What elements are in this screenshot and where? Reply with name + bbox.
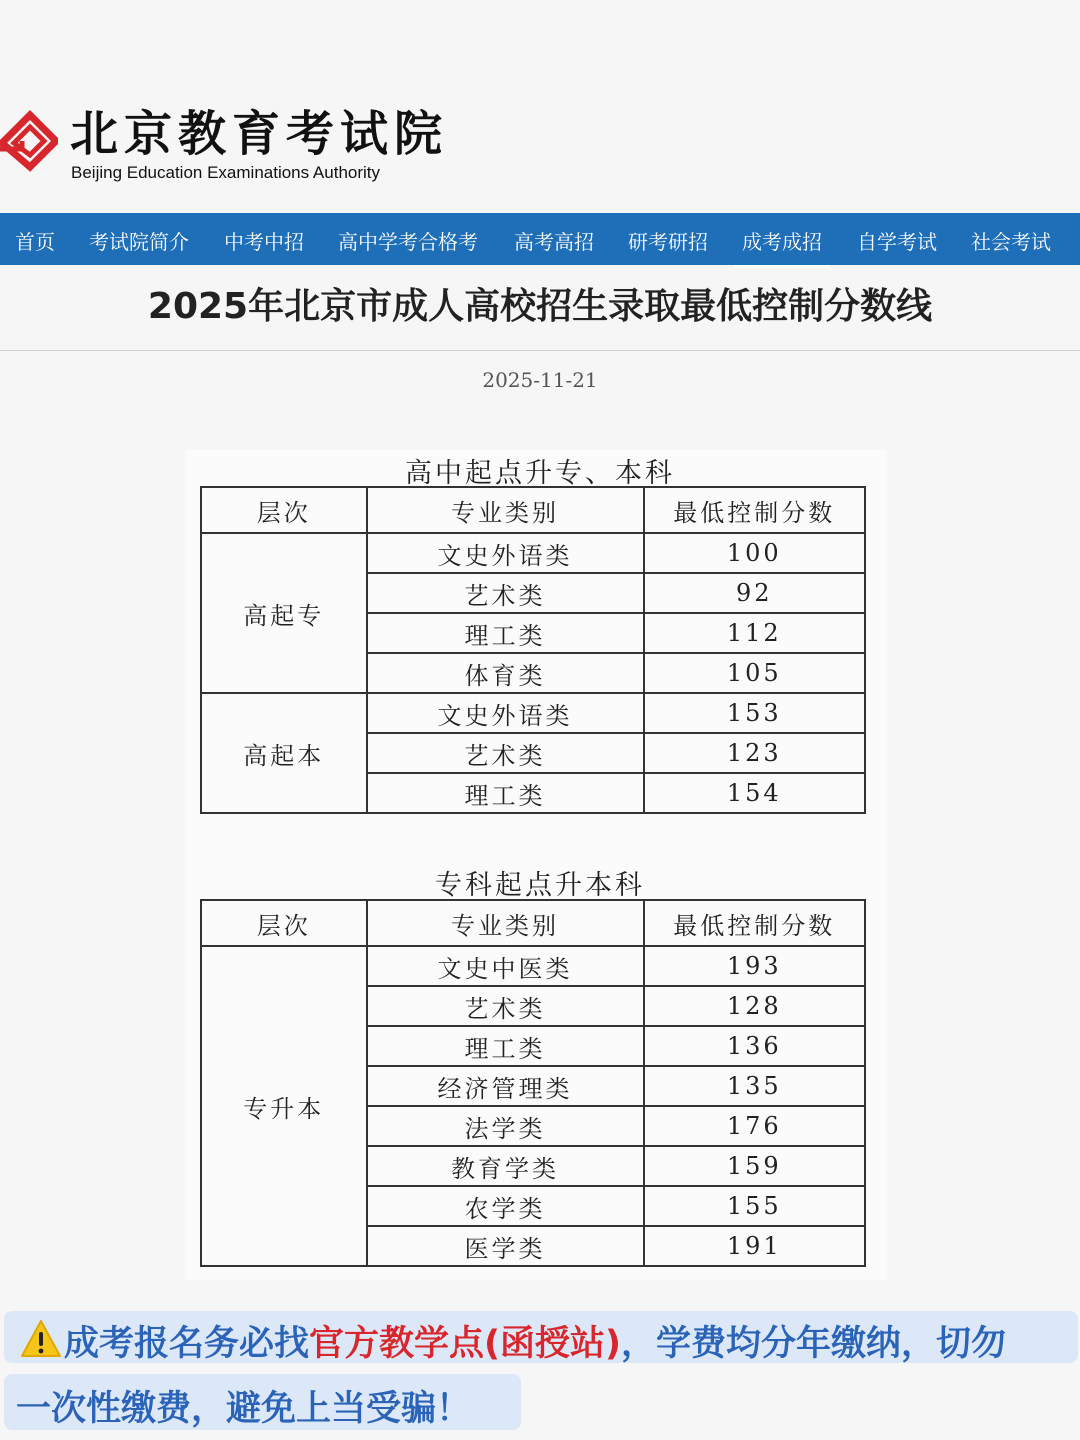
- category-cell: 医学类: [367, 1226, 644, 1266]
- page-title: 2025年北京市成人高校招生录取最低控制分数线: [147, 286, 933, 327]
- table-header-row: [201, 900, 865, 946]
- nav-shehui[interactable]: 社会考试: [971, 230, 1051, 254]
- table-row: [201, 946, 865, 986]
- warning-text-line1: [64, 1316, 1006, 1366]
- header-score: 最低控制分数: [644, 900, 865, 946]
- score-cell: 135: [644, 1066, 865, 1106]
- score-cell: 136: [644, 1026, 865, 1066]
- nav-zhongkao[interactable]: 中考中招: [224, 230, 304, 254]
- score-cell: 176: [644, 1106, 865, 1146]
- warning-icon: [20, 1318, 62, 1360]
- warning-text-part1: 成考报名务必找: [64, 1324, 310, 1364]
- category-cell: 文史外语类: [367, 693, 644, 733]
- publish-date: 2025-11-21: [482, 368, 598, 392]
- category-cell: 经济管理类: [367, 1066, 644, 1106]
- nav-xuekao[interactable]: 高中学考合格考: [338, 230, 478, 254]
- category-cell: 体育类: [367, 653, 644, 693]
- score-cell: 92: [644, 573, 865, 613]
- header-level: 层次: [201, 487, 367, 533]
- level-cell: 高起专: [201, 533, 367, 693]
- nav-about[interactable]: 考试院简介: [89, 230, 189, 254]
- score-cell: 100: [644, 533, 865, 573]
- warning-text-line2: 一次性缴费，避免上当受骗！: [16, 1389, 472, 1429]
- category-cell: 理工类: [367, 613, 644, 653]
- logo-english-name: Beijing Education Examinations Authority: [71, 163, 381, 182]
- score-cell: 154: [644, 773, 865, 813]
- table-row: [201, 533, 865, 573]
- logo-chinese-name: 北京教育考试院: [70, 106, 449, 162]
- score-cell: 191: [644, 1226, 865, 1266]
- category-cell: 艺术类: [367, 573, 644, 613]
- score-table-1: [200, 486, 866, 814]
- nav-gaokao[interactable]: 高考高招: [514, 230, 594, 254]
- score-cell: 159: [644, 1146, 865, 1186]
- category-cell: 文史外语类: [367, 533, 644, 573]
- category-cell: 理工类: [367, 773, 644, 813]
- header-level: 层次: [201, 900, 367, 946]
- score-table-2: [200, 899, 866, 1267]
- score-cell: 123: [644, 733, 865, 773]
- category-cell: 教育学类: [367, 1146, 644, 1186]
- level-cell: 高起本: [201, 693, 367, 813]
- category-cell: 法学类: [367, 1106, 644, 1146]
- category-cell: 艺术类: [367, 733, 644, 773]
- score-cell: 193: [644, 946, 865, 986]
- main-nav: [0, 213, 1080, 265]
- warning-text-highlight: 官方教学点(函授站): [309, 1324, 622, 1364]
- logo-emblem-icon: [0, 105, 58, 175]
- category-cell: 农学类: [367, 1186, 644, 1226]
- header-category: 专业类别: [367, 900, 644, 946]
- score-cell: 112: [644, 613, 865, 653]
- nav-home[interactable]: 首页: [15, 230, 55, 254]
- nav-zikao[interactable]: 自学考试: [857, 230, 937, 254]
- header-category: 专业类别: [367, 487, 644, 533]
- table1-caption: 高中起点升专、本科: [405, 458, 675, 489]
- site-logo[interactable]: [0, 95, 460, 195]
- nav-yankao[interactable]: 研考研招: [628, 230, 708, 254]
- warning-text-part2: ，学费均分年缴纳，切勿: [621, 1324, 1007, 1364]
- score-cell: 128: [644, 986, 865, 1026]
- table-header-row: [201, 487, 865, 533]
- score-cell: 105: [644, 653, 865, 693]
- table-row: [201, 693, 865, 733]
- level-cell: 专升本: [201, 946, 367, 1266]
- table2-caption: 专科起点升本科: [435, 870, 645, 901]
- category-cell: 理工类: [367, 1026, 644, 1066]
- score-cell: 155: [644, 1186, 865, 1226]
- category-cell: 艺术类: [367, 986, 644, 1026]
- header-score: 最低控制分数: [644, 487, 865, 533]
- title-divider: [0, 350, 1080, 351]
- nav-chengkao[interactable]: 成考成招: [742, 226, 822, 255]
- category-cell: 文史中医类: [367, 946, 644, 986]
- score-cell: 153: [644, 693, 865, 733]
